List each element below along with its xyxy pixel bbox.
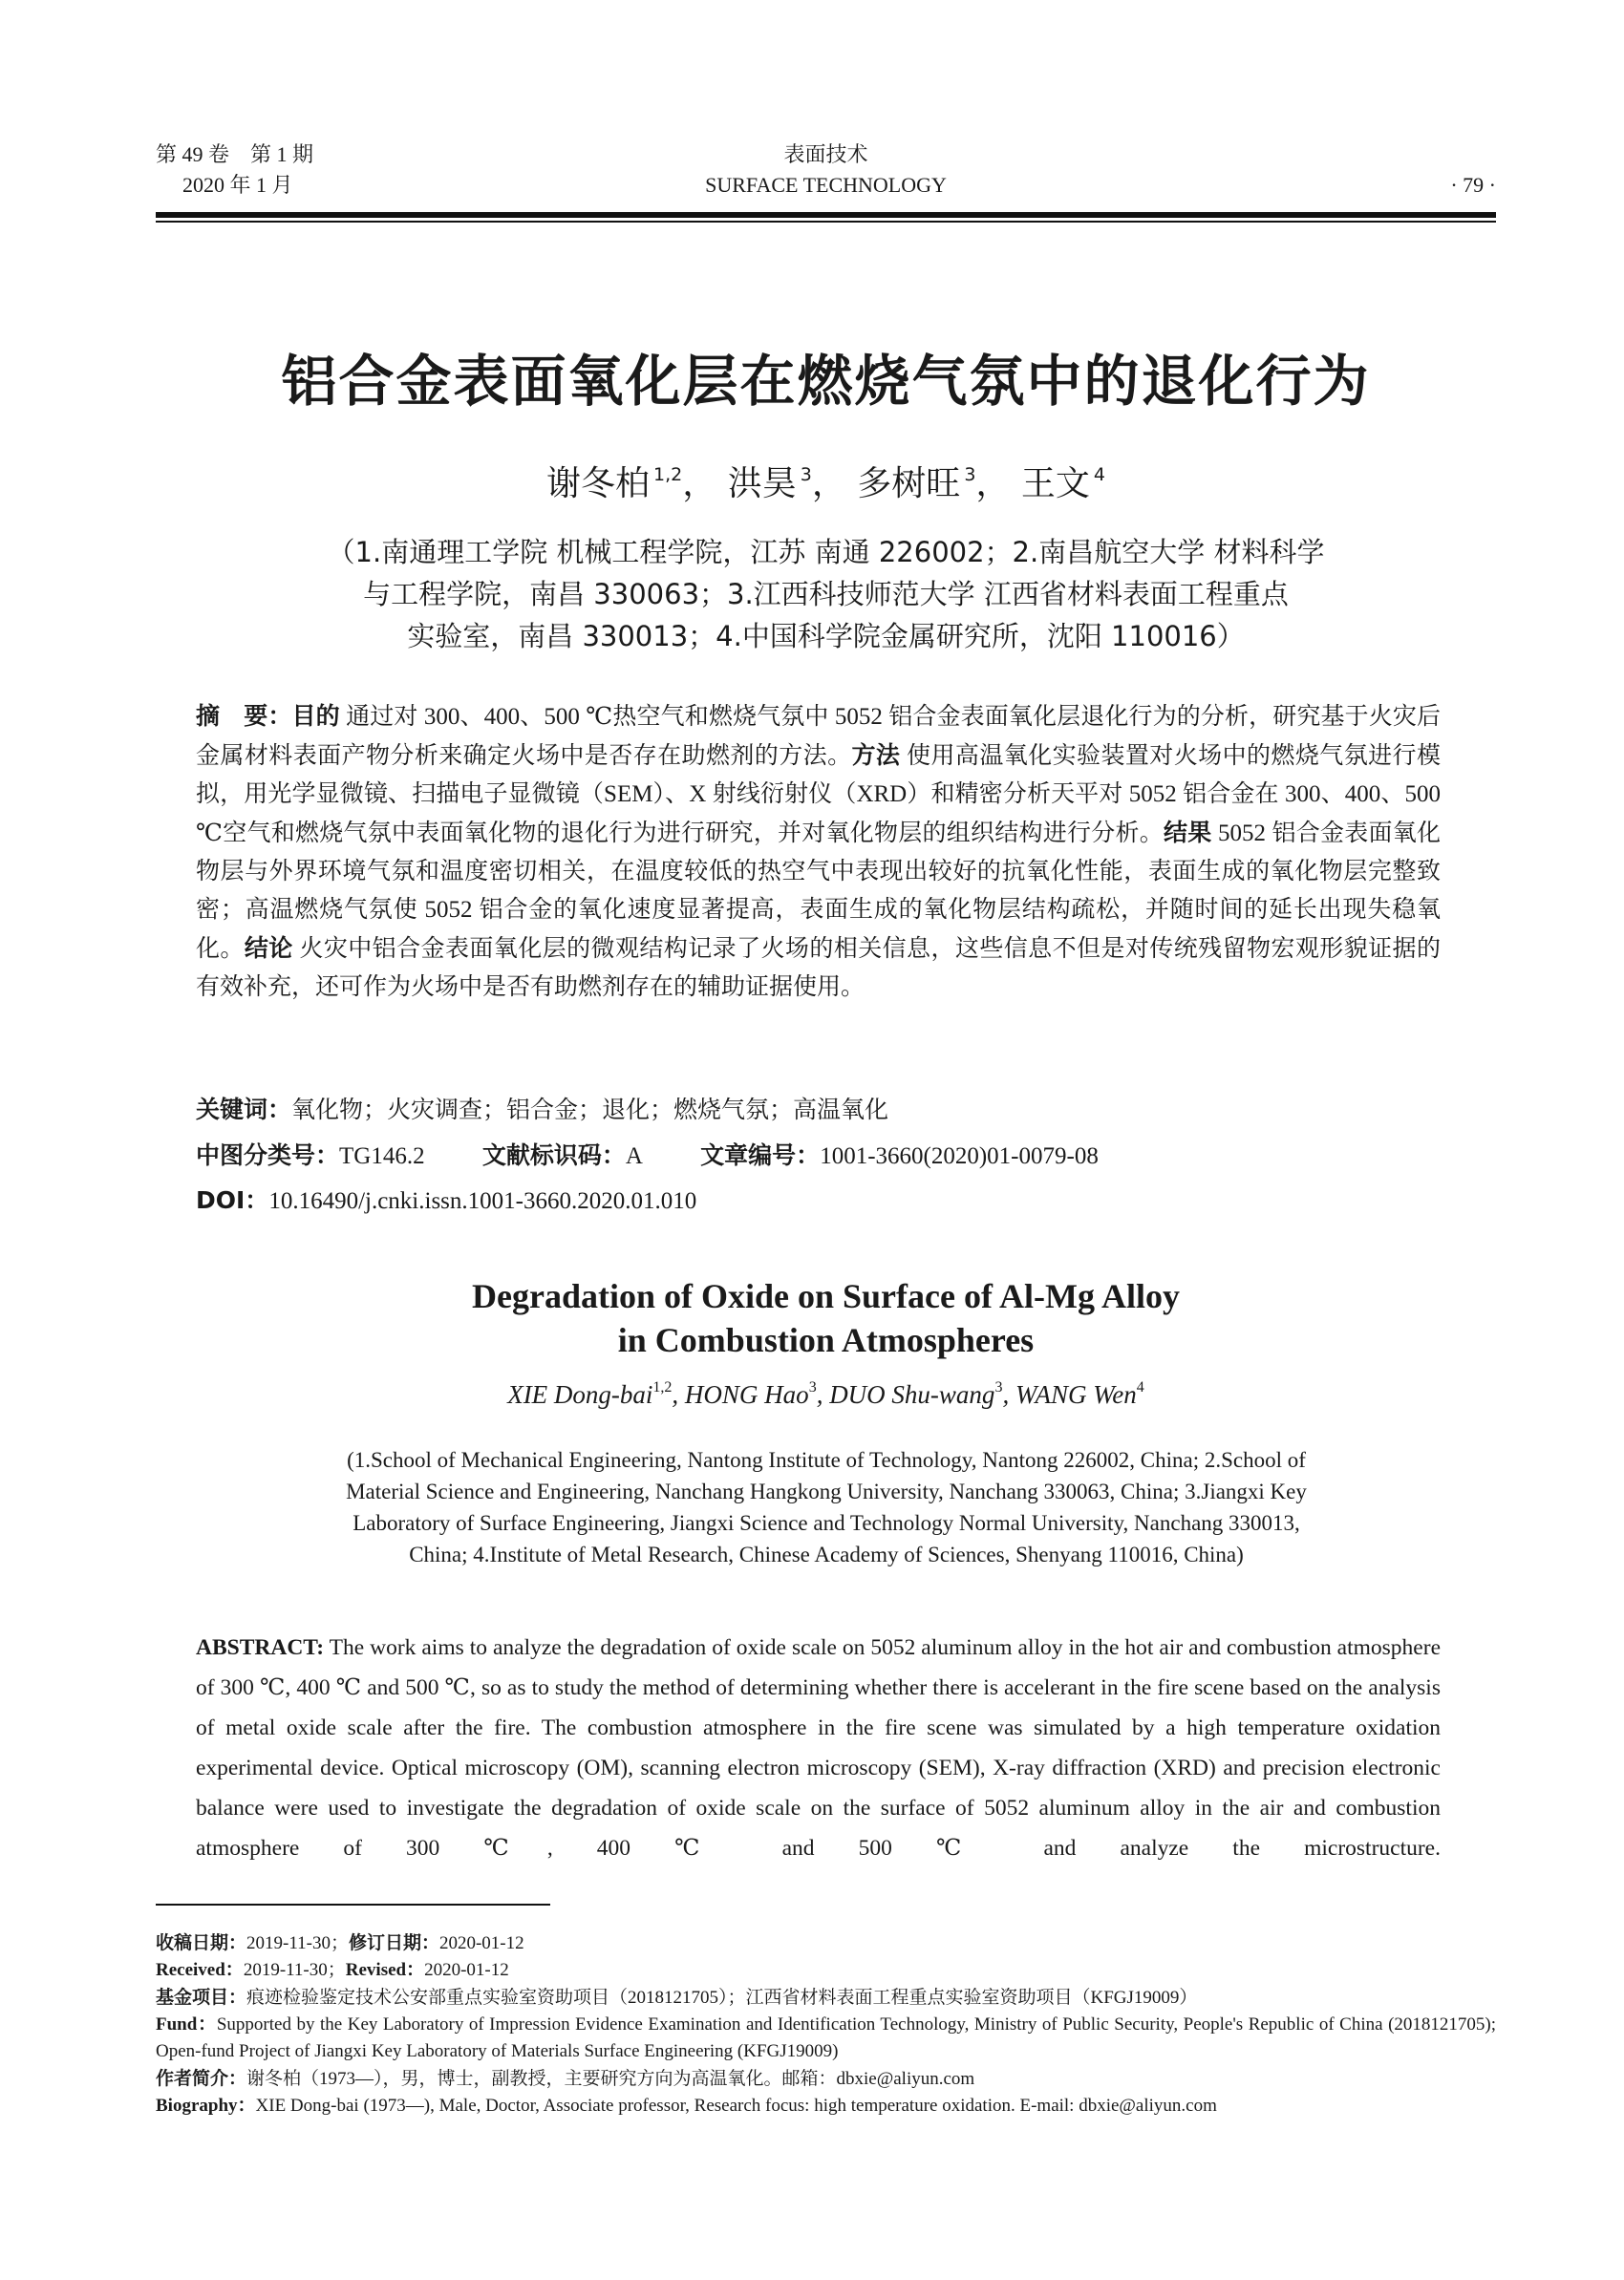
conclusion-label: 结论 bbox=[244, 934, 293, 962]
article-no-value: 1001-3660(2020)01-0079-08 bbox=[820, 1143, 1099, 1169]
journal-name bbox=[156, 139, 1496, 201]
clc-value: TG146.2 bbox=[339, 1143, 425, 1169]
classification-line bbox=[196, 1137, 1099, 1171]
fund-cn-line bbox=[156, 1984, 1496, 2012]
author-affil-sup: 3 bbox=[964, 464, 976, 485]
title-en-line: in Combustion Atmospheres bbox=[617, 1321, 1035, 1359]
title-en-line: Degradation of Oxide on Surface of Al-Mg Alloy bbox=[472, 1277, 1180, 1315]
affiliation-line: China; 4.Institute of Metal Research, Chinese Academy of Sciences, Shenyang 110016, China) bbox=[409, 1543, 1244, 1566]
author-cn: 洪昊 bbox=[727, 464, 797, 503]
author-affil-sup: 3 bbox=[800, 464, 812, 485]
issue-date: 2020 年 1 月 bbox=[182, 173, 293, 197]
bio-en-label: Biography： bbox=[156, 2096, 256, 2116]
author-sep: , bbox=[672, 1380, 685, 1409]
abstract-cn-label: 摘 要： bbox=[196, 702, 292, 730]
author-sep: , bbox=[816, 1380, 830, 1409]
author-sep: ， bbox=[975, 464, 1011, 503]
bio-cn-line bbox=[156, 2065, 1496, 2093]
author-cn: 多树旺 bbox=[857, 464, 961, 503]
running-header bbox=[156, 136, 1496, 214]
author-en: WANG Wen bbox=[1015, 1380, 1137, 1409]
clc-label: 中图分类号： bbox=[196, 1141, 340, 1169]
journal-name-en: SURFACE TECHNOLOGY bbox=[705, 173, 947, 197]
affiliation-line: (1.School of Mechanical Engineering, Nantong Institute of Technology, Nantong 226002, China; 2.School of bbox=[347, 1448, 1306, 1472]
authors-cn bbox=[156, 457, 1496, 505]
keywords bbox=[196, 1091, 888, 1125]
doc-code-label: 文献标识码： bbox=[481, 1141, 626, 1169]
fund-en-text: Supported by the Key Laboratory of Impression Evidence Examination and Identification Technology, Ministry of Public Security, People's Republic of China (2018121705); Open-fund Project of Jiangxi Key Laboratory of Materials Surface Engineering (KFGJ19009) bbox=[156, 2014, 1496, 2061]
title-en bbox=[156, 1274, 1496, 1362]
footnote-rule bbox=[156, 1904, 550, 1906]
doi-label: DOI： bbox=[196, 1186, 269, 1214]
header-rule-thick bbox=[156, 212, 1496, 218]
doc-code-value: A bbox=[625, 1143, 643, 1169]
author-affil-sup: 3 bbox=[994, 1379, 1003, 1396]
affiliation-line: （1.南通理工学院 机械工程学院，江苏 南通 226002；2.南昌航空大学 材料科学 bbox=[327, 536, 1325, 568]
bio-cn-text: 谢冬柏（1973—），男，博士，副教授，主要研究方向为高温氧化。邮箱：dbxie@aliyun.com bbox=[246, 2069, 975, 2089]
affiliation-line: Material Science and Engineering, Nanchang Hangkong University, Nanchang 330063, China; 3.Jiangxi Key bbox=[346, 1480, 1307, 1503]
fund-cn-text: 痕迹检验鉴定技术公安部重点实验室资助项目（2018121705）；江西省材料表面工程重点实验室资助项目（KFGJ19009） bbox=[246, 1988, 1198, 2008]
fund-en-label: Fund： bbox=[156, 2014, 217, 2035]
doi-value: 10.16490/j.cnki.issn.1001-3660.2020.01.010 bbox=[268, 1188, 697, 1214]
method-text: 使用高温氧化实验装置对火场中的燃烧气氛进行模拟，用光学显微镜、扫描电子显微镜（SEM）、X 射线衍射仪（XRD）和精密分析天平对 5052 铝合金在 300、400、500 ℃空气和燃烧气氛中表面氧化物的退化行为进行研究，并对氧化物层的组织结构进行分析。 bbox=[196, 743, 1441, 846]
title-cn: 铝合金表面氧化层在燃烧气氛中的退化行为 bbox=[281, 349, 1371, 414]
author-affil-sup: 3 bbox=[808, 1379, 817, 1396]
author-affil-sup: 4 bbox=[1093, 464, 1105, 485]
purpose-label: 目的 bbox=[291, 702, 340, 730]
abstract-en-text: The work aims to analyze the degradation of oxide scale on 5052 aluminum alloy in the hot air and combustion atmosphere of 300 ℃, 400 ℃ and 500 ℃, so as to study the method of determining whether there is accelerant in the fire scene based on the analysis of metal oxide scale after the fire. The combustion atmosphere in the fire scene was simulated by a high temperature oxidation experimental device. Optical microscopy (OM), scanning electron microscopy (SEM), X-ray diffraction (XRD) and precision electronic balance were used to investigate the degradation of oxide scale on the surface of 5052 aluminum alloy in the air and combustion atmosphere of 300 ℃, 400 ℃ and 500 ℃ and analyze the microstructure. bbox=[196, 1635, 1441, 1861]
keywords-text: 氧化物；火灾调查；铝合金；退化；燃烧气氛；高温氧化 bbox=[291, 1097, 889, 1123]
affiliation-line: 与工程学院，南昌 330063；3.江西科技师范大学 江西省材料表面工程重点 bbox=[363, 578, 1289, 610]
volume-issue: 第 49 卷 第 1 期 bbox=[156, 142, 314, 166]
result-label: 结果 bbox=[1163, 819, 1212, 846]
received-en-label: Received： bbox=[156, 1960, 244, 1980]
authors-en bbox=[156, 1379, 1496, 1410]
keywords-label: 关键词： bbox=[196, 1096, 292, 1123]
purpose-text: 通过对 300、400、500 ℃热空气和燃烧气氛中 5052 铝合金表面氧化层退化行为的分析，研究基于火灾后金属材料表面产物分析来确定火场中是否存在助燃剂的方法。 bbox=[196, 704, 1441, 769]
revised-en-label: Revised： bbox=[345, 1960, 425, 1980]
author-en: DUO Shu-wang bbox=[829, 1380, 995, 1409]
bio-cn-label: 作者简介： bbox=[156, 2068, 247, 2089]
author-affil-sup: 4 bbox=[1136, 1379, 1144, 1396]
author-cn: 谢冬柏 bbox=[546, 464, 651, 503]
header-rule-thin bbox=[156, 221, 1496, 223]
received-en-date: 2019-11-30； bbox=[243, 1960, 346, 1980]
revised-cn-label: 修订日期： bbox=[348, 1932, 439, 1953]
journal-name-cn: 表面技术 bbox=[783, 142, 868, 166]
affiliation-line: 实验室，南昌 330013；4.中国科学院金属研究所，沈阳 110016） bbox=[407, 620, 1245, 652]
fund-cn-label: 基金项目： bbox=[156, 1987, 247, 2008]
author-sep: ， bbox=[811, 464, 846, 503]
result-text: 5052 铝合金表面氧化物层与外界环境气氛和温度密切相关，在温度较低的热空气中表现出较好的抗氧化性能，表面生成的氧化物层完整致密；高温燃烧气氛使 5052 铝合金的氧化速度显著提高，表面生成的氧化物层结构疏松，并随时间的延长出现失稳氧化。 bbox=[196, 820, 1441, 962]
method-label: 方法 bbox=[851, 741, 901, 769]
author-sep: , bbox=[1002, 1380, 1015, 1409]
fund-en-line bbox=[156, 2012, 1496, 2065]
affiliations-cn bbox=[156, 531, 1496, 657]
received-cn-date: 2019-11-30； bbox=[246, 1933, 349, 1953]
abstract-en bbox=[196, 1628, 1441, 1868]
footnotes bbox=[156, 1929, 1496, 2120]
conclusion-text: 火灾中铝合金表面氧化层的微观结构记录了火场的相关信息，这些信息不但是对传统残留物宏观形貌证据的有效补充，还可作为火场中是否有助燃剂存在的辅助证据使用。 bbox=[196, 936, 1441, 1000]
author-cn: 王文 bbox=[1020, 464, 1090, 503]
article-no-label: 文章编号： bbox=[700, 1141, 821, 1169]
received-cn-line bbox=[156, 1929, 1496, 1957]
affiliation-line: Laboratory of Surface Engineering, Jiangxi Science and Technology Normal University, Nanchang 330013, bbox=[353, 1511, 1300, 1535]
author-affil-sup: 1,2 bbox=[653, 464, 683, 485]
bio-en-text: XIE Dong-bai (1973—), Male, Doctor, Associate professor, Research focus: high temperature oxidation. E-mail: dbxie@aliyun.com bbox=[255, 2096, 1217, 2116]
abstract-cn bbox=[196, 697, 1441, 1007]
affiliations-en bbox=[239, 1444, 1414, 1570]
revised-en-date: 2020-01-12 bbox=[424, 1960, 509, 1980]
abstract-en-label: ABSTRACT: bbox=[196, 1635, 325, 1660]
author-sep: ， bbox=[682, 464, 717, 503]
received-cn-label: 收稿日期： bbox=[156, 1932, 247, 1953]
bio-en-line bbox=[156, 2093, 1496, 2120]
received-en-line bbox=[156, 1957, 1496, 1984]
author-affil-sup: 1,2 bbox=[652, 1379, 673, 1396]
revised-cn-date: 2020-01-12 bbox=[438, 1933, 524, 1953]
doi-line bbox=[196, 1182, 696, 1216]
author-en: HONG Hao bbox=[684, 1380, 809, 1409]
author-en: XIE Dong-bai bbox=[507, 1380, 653, 1409]
page-number: · 79 · bbox=[1450, 173, 1496, 197]
